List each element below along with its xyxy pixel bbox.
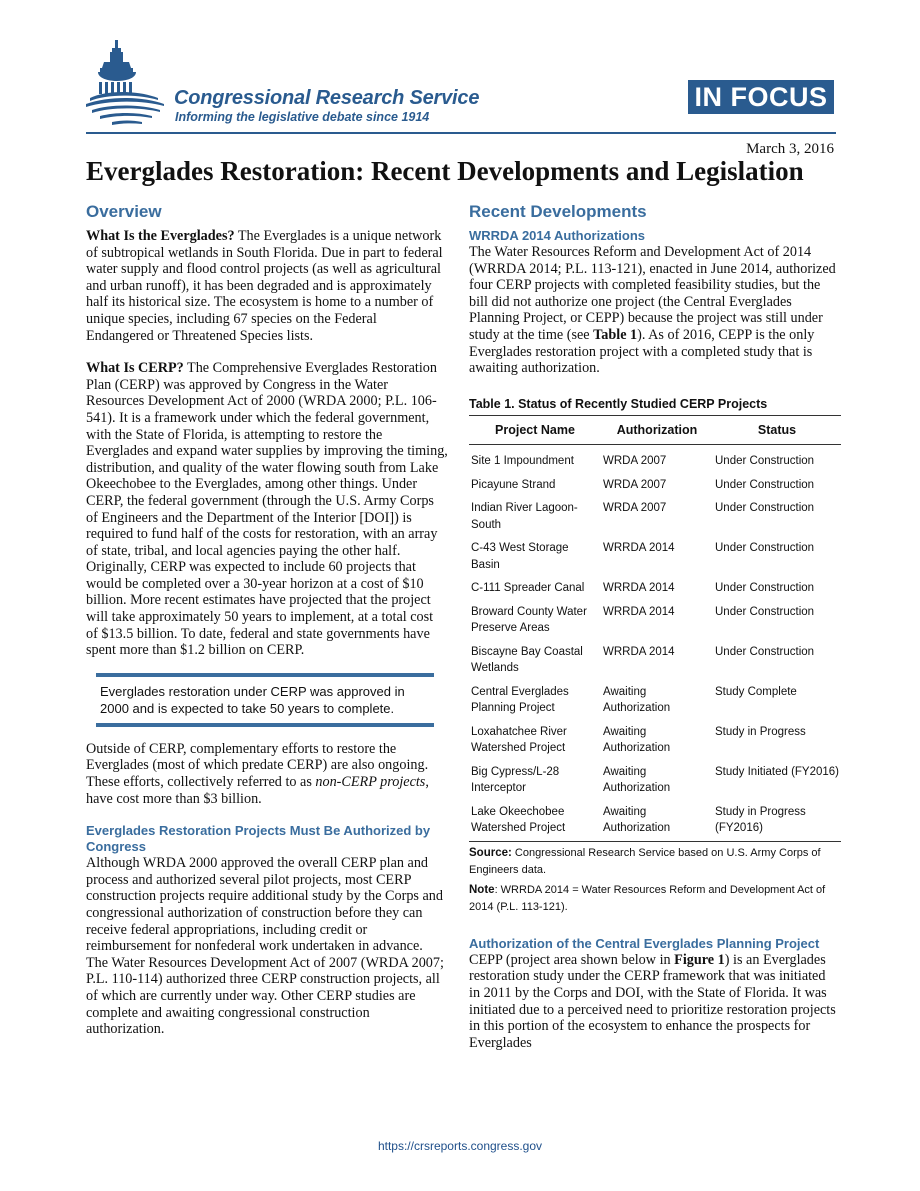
paragraph-everglades	[86, 228, 448, 344]
left-column	[86, 202, 448, 1038]
project-name-cell: Lake Okeechobee Watershed Project	[469, 801, 601, 842]
italic-term: non-CERP projects	[315, 774, 426, 791]
column-header: Authorization	[601, 415, 713, 445]
paragraph-text: Outside of CERP, complementary efforts to restore the Everglades (most of which predate CERP) are also ongoing. These efforts, collectively referred to as	[86, 740, 429, 791]
authorization-cell: WRDA 2007	[603, 455, 667, 468]
project-name-cell: Central Everglades Planning Project	[471, 685, 569, 715]
status-cell: Under Construction	[715, 582, 815, 595]
paragraph-cerp	[86, 360, 448, 659]
paragraph-text: ). As of 2016, CEPP is the only Everglades restoration project with a completed study that is awaiting authorization.	[469, 326, 815, 377]
right-column	[469, 202, 839, 1051]
authorization-cell: Awaiting Authorization	[603, 685, 671, 715]
status-cell: Under Construction	[715, 605, 815, 618]
authorization-cell: WRDA 2007	[603, 502, 667, 515]
authorization-cell: WRRDA 2014	[603, 645, 675, 658]
recent-developments-heading: Recent Developments	[469, 202, 647, 221]
authorization-cell: Awaiting Authorization	[603, 765, 671, 795]
table-row	[469, 577, 841, 601]
project-name-cell: Loxahatchee River Watershed Project	[471, 725, 567, 755]
status-cell: Under Construction	[715, 542, 815, 555]
paragraph-cepp	[469, 952, 839, 1052]
authorization-cell: WRRDA 2014	[603, 542, 675, 555]
org-name: Congressional Research Service	[174, 87, 480, 109]
paragraph-text: ) is an Everglades restoration study under the CERP framework that was initiated in 2011 by the Corps and DOI, with the State of Florida. It was initiated due to a perceived need to prioritize restoration projects in this portion of the ecosystem to enhance the prospects for Everglades	[469, 951, 836, 1051]
paragraph-lead: What Is CERP?	[86, 360, 184, 377]
authorization-cell: Awaiting Authorization	[603, 725, 671, 755]
cepp-heading: Authorization of the Central Everglades Planning Project	[469, 935, 820, 951]
status-cell: Under Construction	[715, 478, 815, 491]
table-note	[469, 882, 839, 916]
status-cell: Under Construction	[715, 502, 815, 515]
authorization-heading: Everglades Restoration Projects Must Be Authorized by Congress	[86, 823, 431, 855]
table-row	[469, 641, 841, 681]
project-name-cell: Picayune Strand	[471, 478, 556, 491]
paragraph-authorization: Although WRDA 2000 approved the overall CERP plan and process and authorized several pilot projects, most CERP construction projects require additional study by the Corps and congressional authorization of construction before they can receive federal appropriations, including credit or reimbursement for nonfederal work undertaken in advance. The Water Resources Development Act of 2007 (WRDA 2007; P.L. 110-114) authorized three CERP construction projects, all of which are currently under way. Other CERP studies are complete and awaiting congressional construction authorization.	[86, 855, 444, 1038]
status-cell: Study Initiated (FY2016)	[715, 765, 840, 778]
table-header-row	[469, 415, 841, 445]
status-cell: Study in Progress (FY2016)	[713, 801, 841, 842]
project-name-cell: Site 1 Impoundment	[471, 455, 574, 468]
paragraph-text: , have cost more than $3 billion.	[86, 774, 429, 807]
table-row	[469, 497, 841, 537]
project-name-cell: Indian River Lagoon-South	[471, 502, 578, 531]
column-header: Status	[713, 415, 841, 445]
status-cell: Study Complete	[715, 685, 797, 698]
header-divider	[86, 132, 836, 134]
table-row	[469, 761, 841, 801]
header	[86, 38, 836, 136]
table-caption: Table 1. Status of Recently Studied CERP Projects	[469, 396, 768, 411]
table-reference-link[interactable]: Table 1	[593, 326, 638, 343]
project-name-cell: Big Cypress/L-28 Interceptor	[471, 765, 560, 795]
authorization-cell: WRRDA 2014	[603, 582, 675, 595]
table-row	[469, 601, 841, 641]
paragraph-text: The Comprehensive Everglades Restoration Plan (CERP) was approved by Congress in the Water Resources Development Act of 2000 (WRDA 2000; P.L. 106-541). It is a framework under which the federal government, with the State of Florida, is attempting to restore the Everglades and expand water supplies by improving the timing, distribution, and quality of the water flowing south from Lake Okeechobee to the Everglades, among other things. Under CERP, the federal government (through the U.S. Army Corps of Engineers and the Department of the Interior [DOI]) is required to fund half of the costs for restoration, with an array of state, tribal, and local agencies paying the other half. Originally, CERP was expected to include 60 projects that would be completed over a 30-year horizon at a cost of $10 billion. More recent estimates have projected that the project will take approximately 50 years to implement, at a total cost of $13.5 billion. To date, federal and state governments have spent more than $1.2 billion on CERP.	[86, 360, 448, 659]
paragraph-text: The Everglades is a unique network of subtropical wetlands in South Florida. Due in part to federal water supply and flood control projects (as well as agricultural and urban runoff), it has been degraded and is approximately half its historical size. The ecosystem is home to a number of unique species, including 67 species on the Federal Endangered or Threatened Species lists.	[86, 228, 443, 344]
table-row	[469, 445, 841, 474]
status-cell: Under Construction	[715, 645, 815, 658]
column-header: Project Name	[469, 415, 601, 445]
project-name-cell: Broward County Water Preserve Areas	[471, 605, 587, 635]
capitol-dome-logo-icon	[86, 38, 166, 130]
authorization-cell: WRDA 2007	[603, 478, 667, 491]
table-row	[469, 681, 841, 721]
paragraph-text: CEPP (project area shown below in	[469, 951, 675, 968]
callout-box: Everglades restoration under CERP was approved in 2000 and is expected to take 50 years to complete.	[96, 673, 434, 727]
document-title: Everglades Restoration: Recent Developments and Legislation	[86, 156, 804, 186]
table-row	[469, 721, 841, 761]
figure-reference-link[interactable]: Figure 1	[674, 951, 725, 968]
paragraph-non-cerp	[86, 741, 448, 807]
publication-date: March 3, 2016	[746, 141, 834, 157]
cerp-projects-table	[469, 415, 841, 842]
status-cell: Study in Progress	[715, 725, 806, 738]
overview-heading: Overview	[86, 202, 162, 221]
footer-url-link[interactable]: https://crsreports.congress.gov	[377, 1139, 543, 1153]
table-row	[469, 801, 841, 842]
table-row	[469, 474, 841, 498]
source-text: Congressional Research Service based on U.S. Army Corps of Engineers data.	[469, 846, 821, 876]
paragraph-text: The Water Resources Reform and Development Act of 2014 (WRRDA 2014; P.L. 113-121), enacted in June 2014, authorized four CERP projects with completed feasibility studies, but the bill did not authorize one project (the Central Everglades Planning Project, or CEPP) because the project was still under study at the time (see	[469, 244, 836, 343]
table-source-note	[469, 845, 839, 879]
org-tagline: Informing the legislative debate since 1914	[175, 110, 430, 124]
table-row	[469, 537, 841, 577]
status-cell: Under Construction	[715, 455, 815, 468]
note-label: Note	[469, 883, 495, 896]
note-text: : WRRDA 2014 = Water Resources Reform and Development Act of 2014 (P.L. 113-121).	[469, 883, 826, 913]
authorization-cell: WRRDA 2014	[603, 605, 675, 618]
authorization-cell: Awaiting Authorization	[601, 801, 713, 842]
wrrda-heading: WRRDA 2014 Authorizations	[469, 228, 645, 243]
project-name-cell: C-111 Spreader Canal	[471, 582, 585, 595]
source-label: Source:	[469, 846, 512, 859]
paragraph-lead: What Is the Everglades?	[86, 228, 235, 244]
project-name-cell: C-43 West Storage Basin	[471, 542, 569, 571]
in-focus-badge: IN FOCUS	[688, 80, 834, 114]
paragraph-wrrda	[469, 244, 839, 377]
project-name-cell: Biscayne Bay Coastal Wetlands	[471, 645, 583, 675]
